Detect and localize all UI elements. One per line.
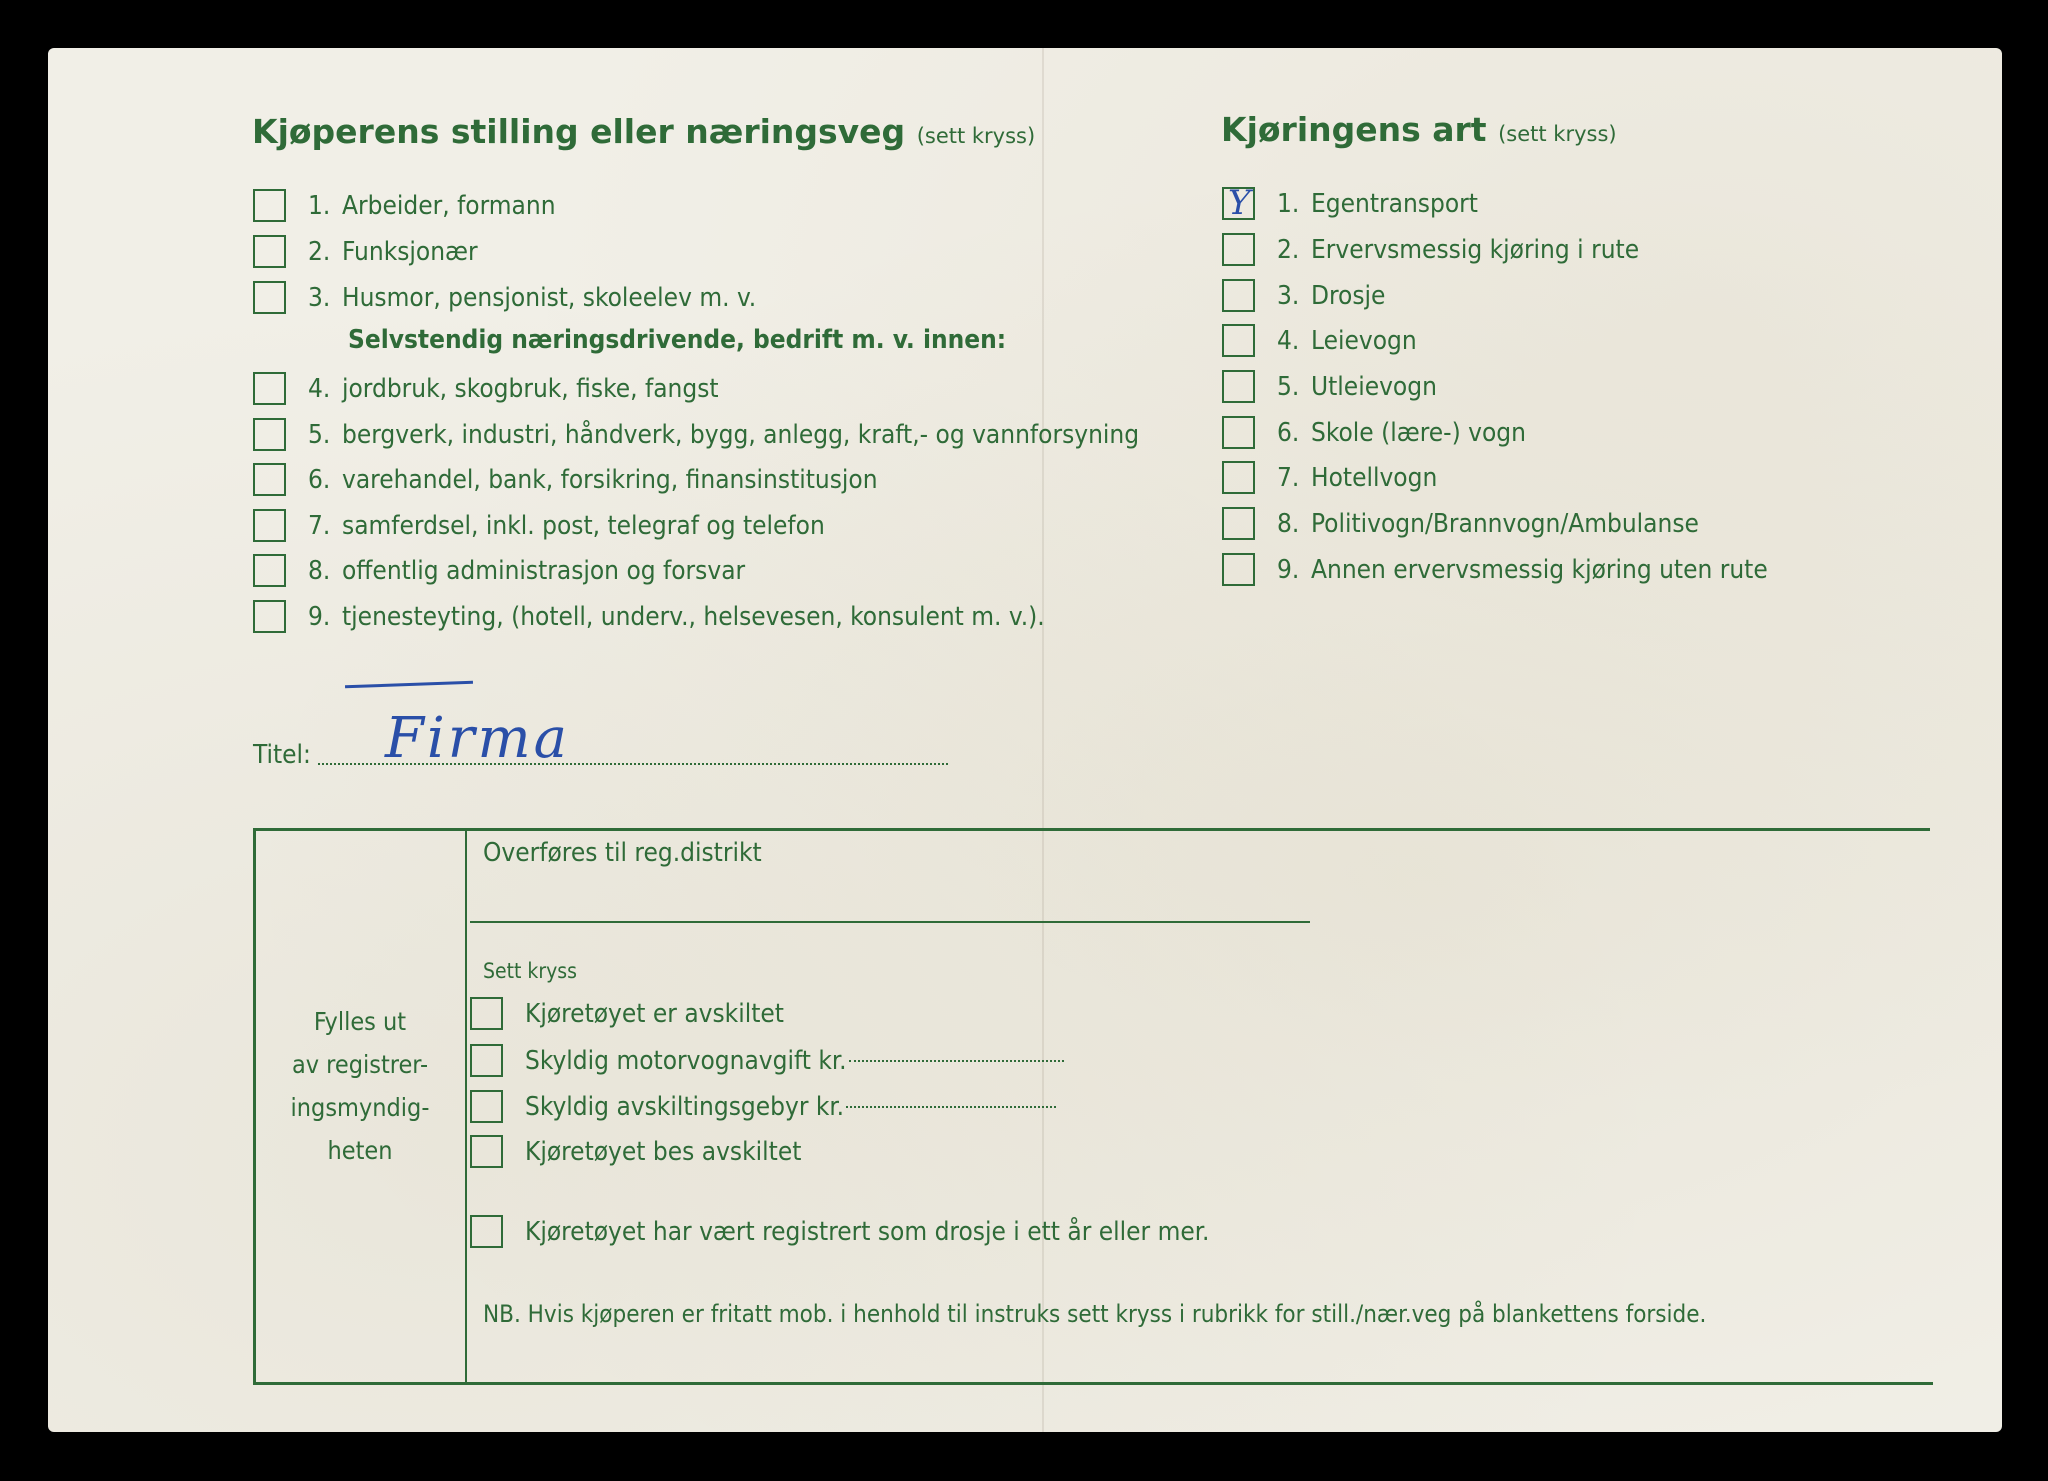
right-option-1[interactable] <box>1222 183 1478 223</box>
registry-check-1[interactable] <box>470 997 784 1030</box>
option-number: 4. <box>1277 325 1300 356</box>
check-label: Skyldig avskiltingsgebyr kr. <box>525 1091 845 1122</box>
checkbox[interactable] <box>253 189 286 222</box>
option-label: Utleievogn <box>1311 371 1437 402</box>
option-number: 7. <box>308 510 331 541</box>
option-label: Ervervsmessig kjøring i rute <box>1311 234 1640 265</box>
option-label: varehandel, bank, forsikring, finansinstitusjon <box>342 464 878 495</box>
right-heading <box>1221 110 1617 149</box>
left-option-3[interactable] <box>253 281 756 314</box>
option-number: 1. <box>1277 188 1300 219</box>
option-label: samferdsel, inkl. post, telegraf og telefon <box>342 510 825 541</box>
check-label: Kjøretøyet har vært registrert som drosje i ett år eller mer. <box>525 1216 1210 1247</box>
left-option-2[interactable] <box>253 235 478 268</box>
option-number: 1. <box>308 190 331 221</box>
checkbox[interactable] <box>1222 233 1255 266</box>
registry-check-2[interactable] <box>470 1044 1064 1077</box>
option-label: Annen ervervsmessig kjøring uten rute <box>1311 554 1768 585</box>
left-option-4[interactable] <box>253 372 719 405</box>
option-label: Egentransport <box>1311 188 1478 219</box>
checkbox[interactable] <box>470 997 503 1030</box>
option-number: 8. <box>1277 508 1300 539</box>
option-number: 5. <box>1277 371 1300 402</box>
checkbox[interactable] <box>253 509 286 542</box>
checkbox[interactable] <box>1222 416 1255 449</box>
checkbox[interactable] <box>253 235 286 268</box>
right-option-3[interactable] <box>1222 279 1385 312</box>
amount-field-line[interactable] <box>846 1106 1056 1108</box>
right-option-8[interactable] <box>1222 507 1699 540</box>
sett-kryss-label: Sett kryss <box>483 959 577 983</box>
option-label: Drosje <box>1311 280 1386 311</box>
option-number: 5. <box>308 419 331 450</box>
right-heading-note: (sett kryss) <box>1498 122 1617 146</box>
checkbox[interactable] <box>253 554 286 587</box>
side-label-line: heten <box>327 1136 393 1165</box>
left-option-7[interactable] <box>253 509 825 542</box>
checkbox[interactable] <box>253 600 286 633</box>
checkbox[interactable] <box>470 1090 503 1123</box>
checkbox[interactable] <box>253 281 286 314</box>
left-heading <box>252 112 1035 151</box>
option-number: 6. <box>1277 417 1300 448</box>
option-label: jordbruk, skogbruk, fiske, fangst <box>342 373 719 404</box>
check-label: Kjøretøyet bes avskiltet <box>525 1136 802 1167</box>
checkbox[interactable] <box>1222 279 1255 312</box>
registry-check-5[interactable] <box>470 1215 1209 1248</box>
nb-note: NB. Hvis kjøperen er fritatt mob. i henhold til instruks sett kryss i rubrikk for still./nær.veg på blankettens forside. <box>483 1300 1707 1328</box>
option-number: 2. <box>1277 234 1300 265</box>
left-option-9[interactable] <box>253 600 1045 633</box>
checkbox[interactable] <box>1222 461 1255 494</box>
pen-mark: Y <box>1228 183 1251 223</box>
option-label: Husmor, pensjonist, skoleelev m. v. <box>342 282 757 313</box>
transfer-label: Overføres til reg.distrikt <box>483 838 762 868</box>
side-label-line: Fylles ut <box>313 1007 407 1036</box>
checkbox[interactable] <box>470 1215 503 1248</box>
checkbox[interactable] <box>253 463 286 496</box>
option-label: Leievogn <box>1311 325 1417 356</box>
option-number: 9. <box>1277 554 1300 585</box>
option-label: offentlig administrasjon og forsvar <box>342 555 746 586</box>
left-option-6[interactable] <box>253 463 878 496</box>
checkbox[interactable] <box>1222 370 1255 403</box>
registry-box-bottom-rule <box>253 1382 1933 1385</box>
right-option-6[interactable] <box>1222 416 1526 449</box>
option-number: 4. <box>308 373 331 404</box>
option-label: Arbeider, formann <box>342 190 556 221</box>
option-number: 6. <box>308 464 331 495</box>
registry-side-label <box>270 1000 450 1172</box>
side-label-line: av registrer- <box>291 1050 429 1079</box>
option-label: Funksjonær <box>342 236 478 267</box>
transfer-field-line <box>470 921 1310 923</box>
checkbox[interactable] <box>253 418 286 451</box>
registry-box-top-rule <box>253 828 1930 831</box>
left-heading-text: Kjøperens stilling eller næringsveg <box>252 112 906 151</box>
side-label-line: ingsmyndig- <box>290 1093 430 1122</box>
check-label: Skyldig motorvognavgift kr. <box>525 1045 847 1076</box>
check-label: Kjøretøyet er avskiltet <box>525 998 784 1029</box>
option-label: Hotellvogn <box>1311 462 1438 493</box>
right-option-4[interactable] <box>1222 324 1417 357</box>
checkbox[interactable] <box>470 1044 503 1077</box>
checkbox[interactable] <box>1222 553 1255 586</box>
option-number: 8. <box>308 555 331 586</box>
title-field-input[interactable]: Firma <box>385 706 571 771</box>
title-field-label: Titel: <box>253 740 311 770</box>
option-number: 3. <box>1277 280 1300 311</box>
checkbox[interactable] <box>1222 324 1255 357</box>
option-number: 7. <box>1277 462 1300 493</box>
left-subheading: Selvstendig næringsdrivende, bedrift m. v. innen: <box>348 325 1007 355</box>
right-option-2[interactable] <box>1222 233 1639 266</box>
right-option-7[interactable] <box>1222 461 1437 494</box>
registry-box-left-rule <box>253 828 256 1385</box>
right-option-5[interactable] <box>1222 370 1437 403</box>
left-heading-note: (sett kryss) <box>916 124 1036 148</box>
option-label: Skole (lære-) vogn <box>1311 417 1526 448</box>
left-option-5[interactable] <box>253 418 1139 451</box>
checkbox[interactable] <box>470 1135 503 1168</box>
option-label: Politivogn/Brannvogn/Ambulanse <box>1311 508 1699 539</box>
registry-check-3[interactable] <box>470 1090 1056 1123</box>
registry-box-divider <box>465 830 467 1383</box>
right-heading-text: Kjøringens art <box>1221 110 1487 149</box>
option-number: 2. <box>308 236 331 267</box>
checkbox[interactable] <box>1222 507 1255 540</box>
option-label: tjenesteyting, (hotell, underv., helsevesen, konsulent m. v.). <box>342 601 1045 632</box>
left-option-1[interactable] <box>253 189 556 222</box>
option-number: 9. <box>308 601 331 632</box>
registry-check-4[interactable] <box>470 1135 801 1168</box>
checkbox-checked[interactable] <box>1222 183 1255 223</box>
right-option-9[interactable] <box>1222 553 1768 586</box>
amount-field-line[interactable] <box>849 1060 1064 1062</box>
option-number: 3. <box>308 282 331 313</box>
option-label: bergverk, industri, håndverk, bygg, anlegg, kraft,- og vannforsyning <box>342 419 1140 450</box>
left-option-8[interactable] <box>253 554 745 587</box>
checkbox[interactable] <box>253 372 286 405</box>
